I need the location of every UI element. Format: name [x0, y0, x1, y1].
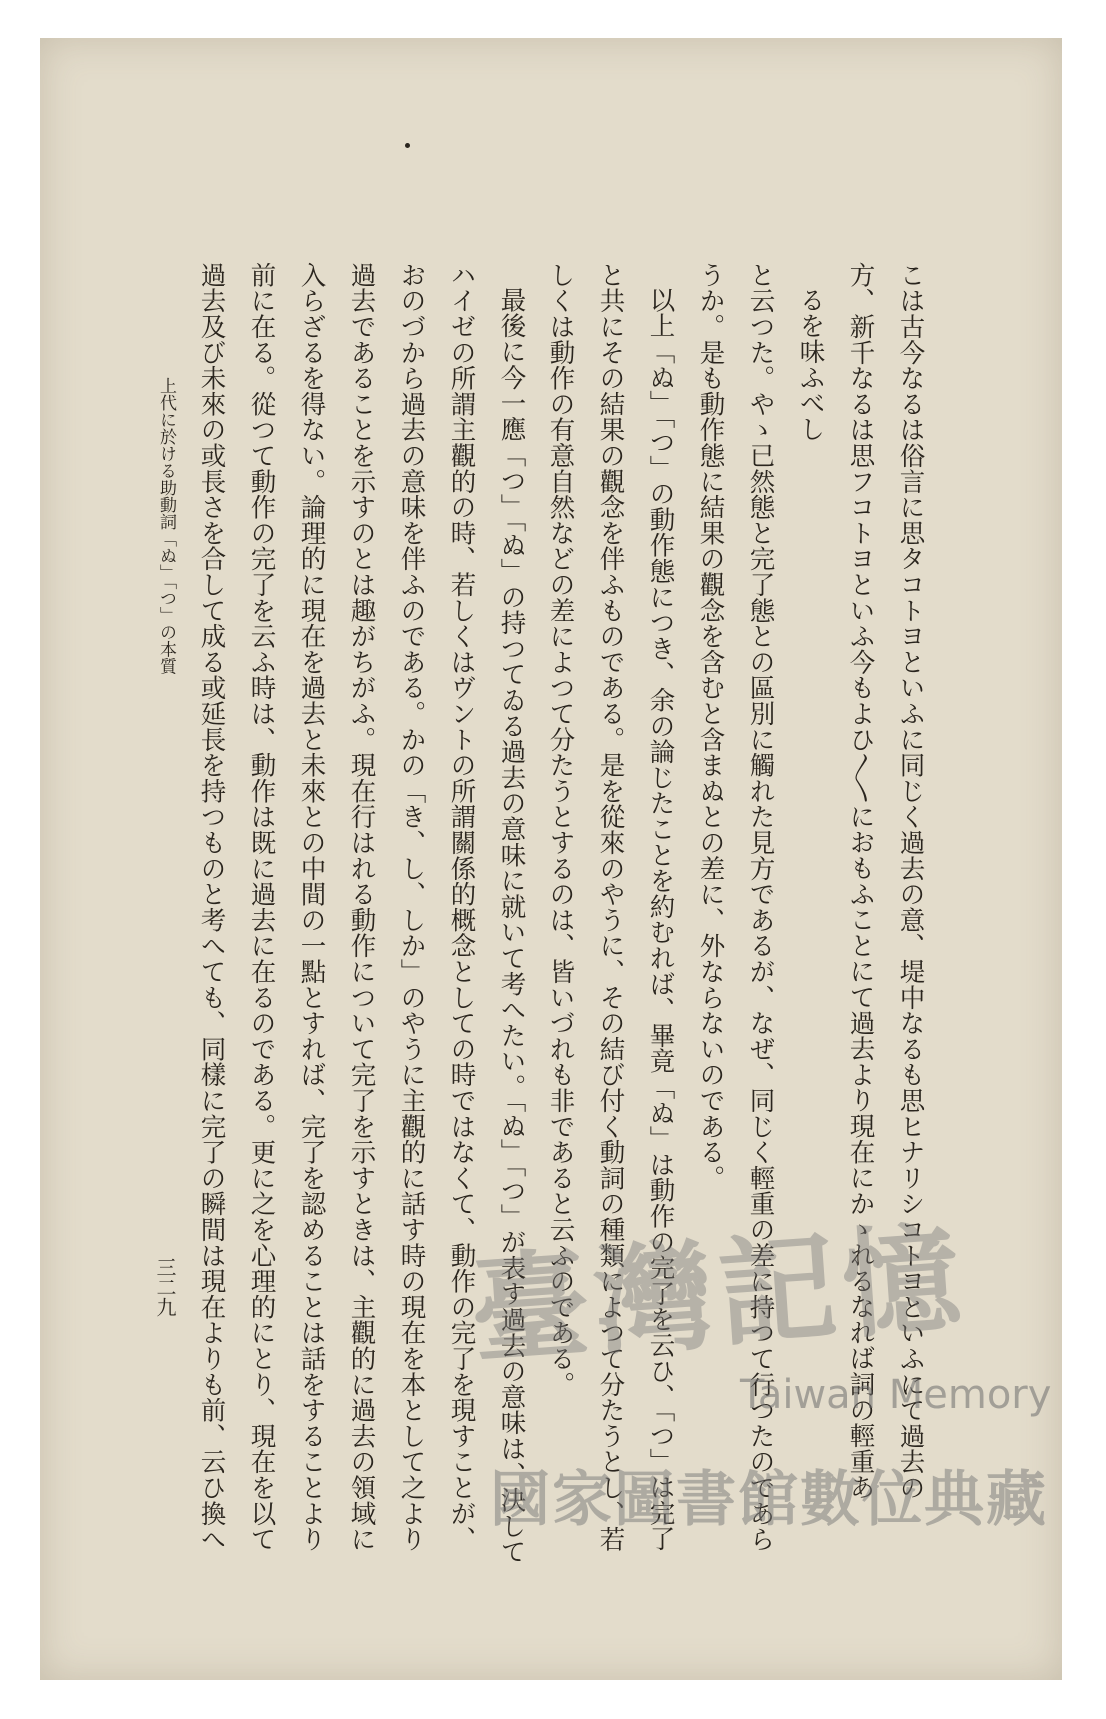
- text-column-8: しくは動作の有意自然などの差によつて分たうとするのは、皆いづれも非であると云ふのである。: [545, 262, 576, 1398]
- text-column-5: うか。是も動作態に結果の觀念を含むと含まぬとの差に、外ならないのである。: [695, 262, 726, 1191]
- watermark-seal: 臺灣記憶: [466, 1207, 971, 1382]
- text-column-11: おのづから過去の意味を伴ふのである。かの「き、し、しか」のやうに主觀的に話す時の現在を本として之より: [396, 262, 427, 1552]
- watermark-english: Taiwan Memory: [740, 1372, 1052, 1418]
- ink-speck: [405, 143, 410, 148]
- page-number: 三二九: [153, 1257, 177, 1317]
- text-column-1: こは古今なるは俗言に思タコトヨといふに同じく過去の意、堤中なるも思ヒナリシコトヨといふにて過去の: [895, 262, 926, 1501]
- text-column-7: と共にその結果の觀念を伴ふものである。是を從來のやうに、その結び付く動詞の種類によつて分たうとし、若: [595, 262, 626, 1552]
- text-column-4: と云つた。やゝ已然態と完了態との區別に觸れた見方であるが、なぜ、同じく輕重の差に持つて行つたのであら: [745, 262, 776, 1552]
- text-column-13: 入らざるを得ない。論理的に現在を過去と未來との中間の一點とすれば、完了を認めることは話をすることより: [296, 262, 327, 1552]
- text-column-9: 最後に今一應「つ」「ぬ」の持つてゐる過去の意味に就いて考へたい。「ぬ」「つ」が表す過去の意味は、決して: [496, 287, 527, 1565]
- text-column-14: 前に在る。從つて動作の完了を云ふ時は、動作は既に過去に在るのである。更に之を心理的にとり、現在を以て: [246, 262, 277, 1552]
- watermark-chinese: 國家圖書館數位典藏: [490, 1465, 1048, 1535]
- text-column-6: 以上「ぬ」「つ」の動作態につき、余の論じたことを約むれば、畢竟「ぬ」は動作の完了を云ひ、「つ」は完了: [645, 287, 676, 1552]
- text-column-12: 過去であることを示すのとは趣がちがふ。現在行はれる動作について完了を示すときは、主觀的に過去の領域に: [346, 262, 377, 1552]
- text-column-10: ハイゼの所謂主觀的の時、若しくはヴントの所謂關係的概念としての時ではなくて、動作の完了を現すことが、: [446, 262, 477, 1552]
- text-column-3: るを味ふべし: [795, 287, 826, 442]
- text-column-2: 方、新千なるは思フコトヨといふ今もよひ〳〵におもふことにて過去より現在にかゝれるなれば詞の輕重あ: [845, 262, 876, 1501]
- running-head: 上代に於ける助動詞「ぬ」「つ」の本質: [156, 377, 176, 675]
- text-column-15: 過去及び未來の或長さを合して成る或延長を持つものと考へても、同樣に完了の瞬間は現在よりも前、云ひ換へ: [196, 262, 227, 1552]
